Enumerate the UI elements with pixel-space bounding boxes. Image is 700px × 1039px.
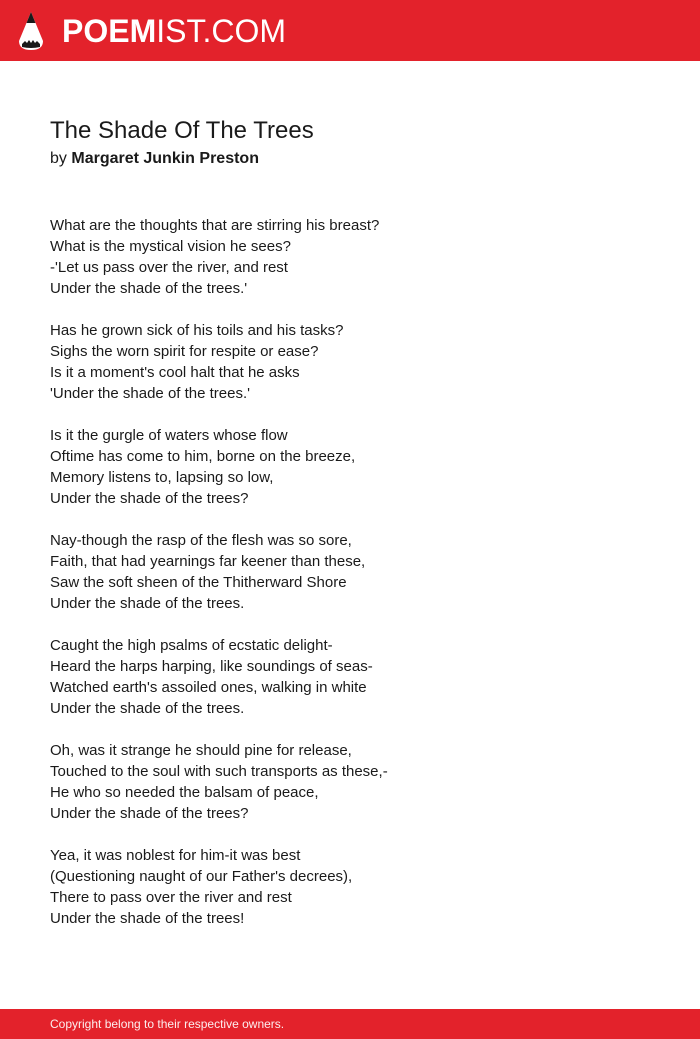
poem-line: Watched earth's assoiled ones, walking in white: [50, 679, 367, 696]
site-logo-text: [62, 12, 287, 49]
poem-line: Under the shade of the trees.: [50, 595, 245, 612]
poem-line: Sighs the worn spirit for respite or ease?: [50, 343, 319, 360]
poem-title: The Shade Of The Trees: [50, 117, 314, 144]
poem-body: [50, 215, 650, 929]
logo-text-light: IST.COM: [156, 12, 287, 49]
stanza: [50, 320, 650, 404]
poem-line: Caught the high psalms of ecstatic delight-: [50, 637, 333, 654]
poem-line: Has he grown sick of his toils and his tasks?: [50, 322, 344, 339]
logo-text-bold: POEM: [62, 12, 157, 49]
site-footer: [0, 1009, 700, 1039]
poem-line: Yea, it was noblest for him-it was best: [50, 847, 301, 864]
stanza: [50, 530, 650, 614]
poem-line: Oh, was it strange he should pine for release,: [50, 742, 352, 759]
stanza: [50, 215, 650, 299]
poem-content: [50, 116, 650, 950]
poem-line: Memory listens to, lapsing so low,: [50, 469, 274, 486]
poem-line: There to pass over the river and rest: [50, 889, 292, 906]
stanza: [50, 845, 650, 929]
poem-line: What is the mystical vision he sees?: [50, 238, 291, 255]
poem-line: Is it a moment's cool halt that he asks: [50, 364, 300, 381]
poem-line: Under the shade of the trees.': [50, 280, 248, 297]
site-logo-link[interactable]: [18, 11, 286, 51]
poem-line: -'Let us pass over the river, and rest: [50, 259, 288, 276]
poem-line: 'Under the shade of the trees.': [50, 385, 251, 402]
poem-line: Is it the gurgle of waters whose flow: [50, 427, 288, 444]
poem-line: Touched to the soul with such transports as these,-: [50, 763, 388, 780]
poem-line: Faith, that had yearnings far keener than these,: [50, 553, 366, 570]
stanza: [50, 740, 650, 824]
poem-line: Oftime has come to him, borne on the breeze,: [50, 448, 356, 465]
poem-line: Saw the soft sheen of the Thitherward Shore: [50, 574, 347, 591]
poem-author: Margaret Junkin Preston: [71, 150, 259, 167]
poem-line: Under the shade of the trees?: [50, 805, 249, 822]
poem-line: He who so needed the balsam of peace,: [50, 784, 319, 801]
poem-line: Heard the harps harping, like soundings of seas-: [50, 658, 373, 675]
poem-line: (Questioning naught of our Father's decrees),: [50, 868, 353, 885]
pencil-logo-icon: [18, 11, 44, 51]
stanza: [50, 635, 650, 719]
poem-line: Under the shade of the trees.: [50, 700, 245, 717]
site-header: [0, 0, 700, 61]
poem-line: Under the shade of the trees!: [50, 910, 245, 927]
poem-line: Under the shade of the trees?: [50, 490, 249, 507]
poem-line: What are the thoughts that are stirring his breast?: [50, 217, 380, 234]
poem-byline: [50, 147, 650, 171]
copyright-notice: Copyright belong to their respective owners.: [50, 1017, 285, 1031]
stanza: [50, 425, 650, 509]
byline-label: by: [50, 150, 67, 167]
poem-line: Nay-though the rasp of the flesh was so sore,: [50, 532, 352, 549]
